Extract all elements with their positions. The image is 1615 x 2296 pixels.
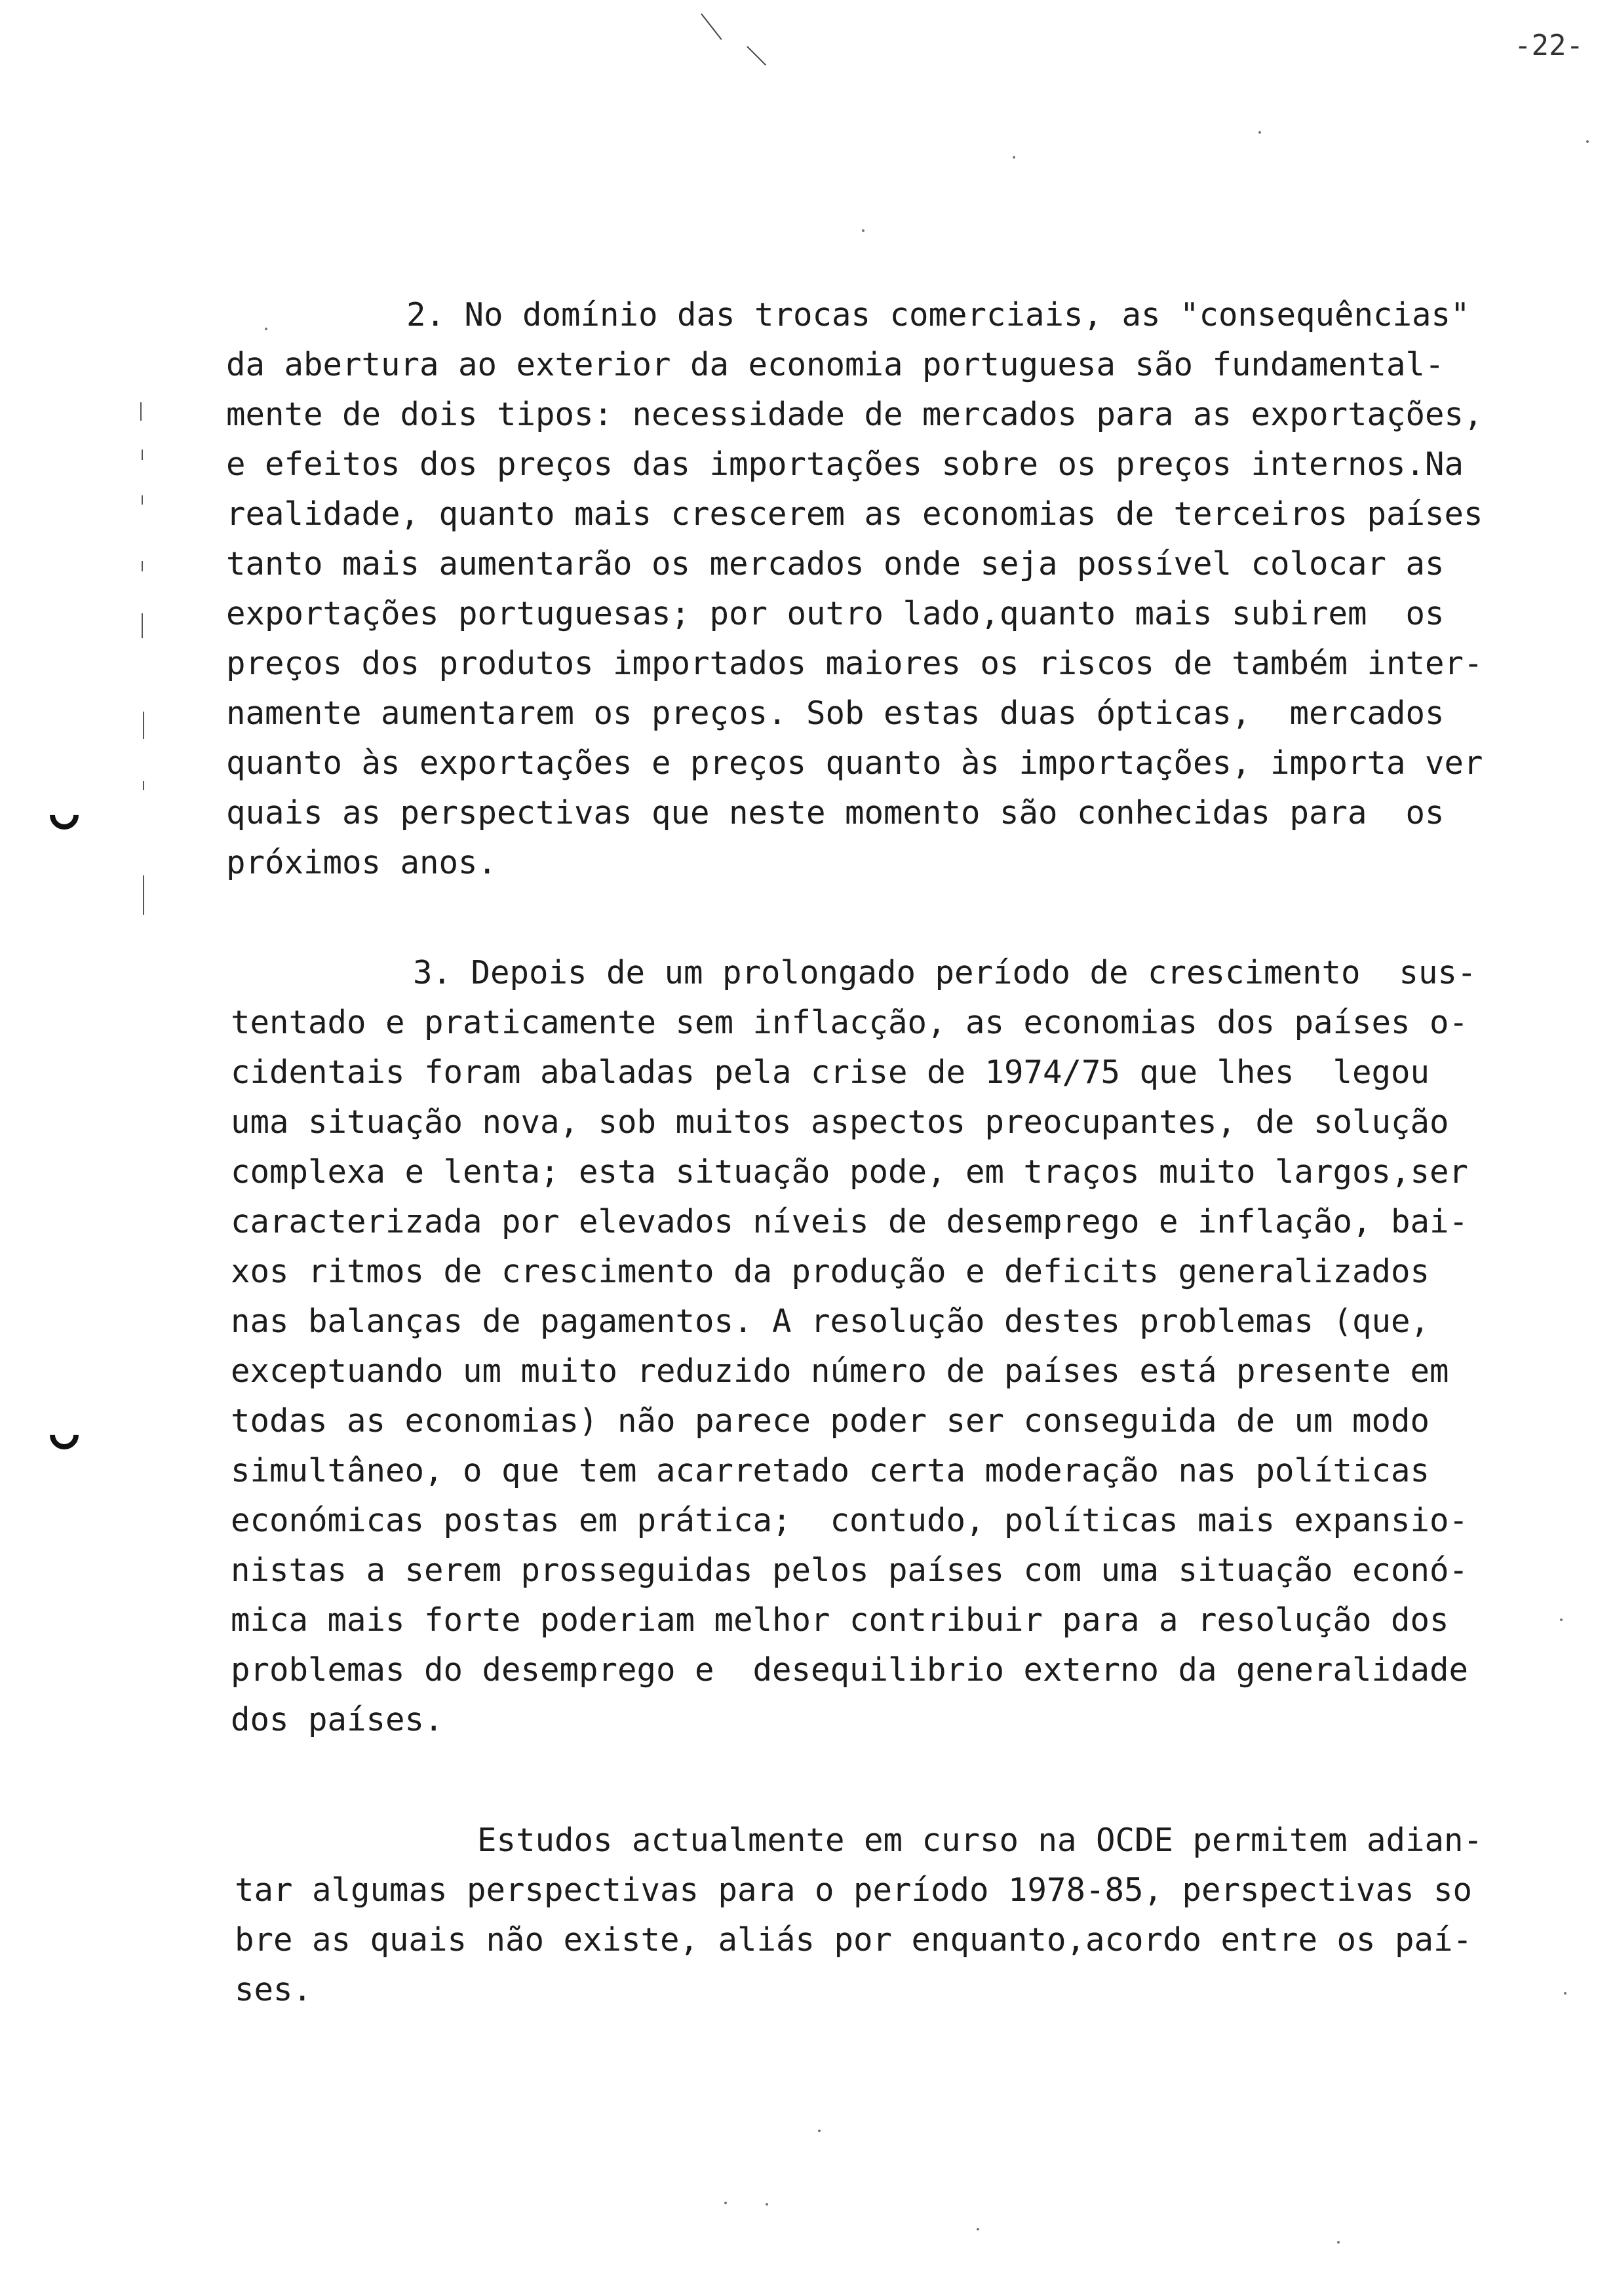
scan-stroke [701, 13, 722, 40]
text-line: problemas do desemprego e desequilibrio externo da generalidade [231, 1651, 1469, 1689]
text-line: preços dos produtos importados maiores os riscos de também inter- [226, 645, 1483, 682]
margin-mark [142, 561, 143, 571]
margin-mark [142, 495, 143, 505]
scan-speck [766, 2203, 768, 2206]
text-line: todas as economias) não parece poder ser conseguida de um modo [231, 1402, 1430, 1440]
text-line: xos ritmos de crescimento da produção e deficits generalizados [231, 1253, 1430, 1290]
text-line: ses. [235, 1971, 313, 2008]
margin-mark [143, 712, 144, 739]
scan-speck [1258, 131, 1261, 134]
scan-stroke [747, 46, 766, 66]
text-line: da abertura ao exterior da economia portuguesa são fundamental- [226, 346, 1445, 383]
text-line: nistas a serem prosseguidas pelos países com uma situação econó- [231, 1552, 1469, 1589]
text-line: cidentais foram abaladas pela crise de 1974/75 que lhes legou [231, 1054, 1430, 1091]
text-line: bre as quais não existe, aliás por enquanto,acordo entre os paí- [235, 1921, 1473, 1959]
scan-speck [724, 2202, 727, 2204]
text-line: próximos anos. [226, 844, 497, 881]
text-line: 2. No domínio das trocas comerciais, as "consequências" [406, 296, 1470, 334]
text-line: mente de dois tipos: necessidade de mercados para as exportações, [226, 396, 1483, 433]
text-line: e efeitos dos preços das importações sobre os preços internos.Na [226, 446, 1464, 483]
text-line: exportações portuguesas; por outro lado,quanto mais subirem os [226, 595, 1445, 632]
text-line: realidade, quanto mais crescerem as economias de terceiros países [226, 495, 1483, 533]
text-line: quanto às exportações e preços quanto às importações, importa ver [226, 744, 1483, 782]
scan-speck [1560, 1618, 1563, 1621]
margin-mark [143, 875, 144, 915]
text-line: caracterizada por elevados níveis de desemprego e inflação, bai- [231, 1203, 1469, 1240]
scan-speck [862, 229, 865, 232]
scan-speck [1564, 1992, 1566, 1995]
punch-hole [44, 1415, 85, 1455]
text-line: exceptuando um muito reduzido número de países está presente em [231, 1352, 1449, 1390]
margin-mark [143, 781, 144, 790]
margin-mark [142, 613, 143, 638]
text-line: Estudos actualmente em curso na OCDE permitem adian- [477, 1822, 1483, 1859]
text-line: namente aumentarem os preços. Sob estas duas ópticas, mercados [226, 695, 1445, 732]
margin-mark [140, 402, 142, 421]
text-line: tanto mais aumentarão os mercados onde seja possível colocar as [226, 545, 1445, 583]
scan-speck [1586, 140, 1589, 143]
text-line: 3. Depois de um prolongado período de crescimento sus- [413, 954, 1477, 991]
text-line: uma situação nova, sob muitos aspectos preocupantes, de solução [231, 1103, 1449, 1141]
scan-speck [1337, 2241, 1340, 2244]
page-number: -22- [1514, 29, 1584, 62]
text-line: tar algumas perspectivas para o período 1978-85, perspectivas so [235, 1871, 1473, 1909]
scan-speck [265, 328, 267, 330]
scan-speck [1013, 156, 1015, 159]
scan-speck [818, 2130, 821, 2132]
margin-mark [142, 450, 143, 460]
text-line: simultâneo, o que tem acarretado certa moderação nas políticas [231, 1452, 1430, 1489]
punch-hole [44, 795, 85, 835]
text-line: nas balanças de pagamentos. A resolução destes problemas (que, [231, 1303, 1430, 1340]
scan-speck [977, 2228, 979, 2230]
text-line: económicas postas em prática; contudo, políticas mais expansio- [231, 1502, 1469, 1539]
text-line: mica mais forte poderiam melhor contribuir para a resolução dos [231, 1601, 1449, 1639]
text-line: quais as perspectivas que neste momento são conhecidas para os [226, 794, 1445, 832]
text-line: dos países. [231, 1701, 444, 1738]
text-line: tentado e praticamente sem inflacção, as economias dos países o- [231, 1004, 1469, 1041]
text-line: complexa e lenta; esta situação pode, em traços muito largos,ser [231, 1153, 1469, 1191]
